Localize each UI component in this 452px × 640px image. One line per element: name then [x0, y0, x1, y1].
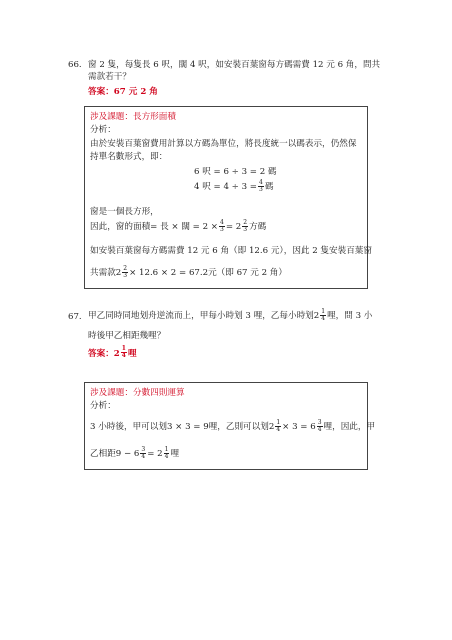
q67-text-line1: 甲乙同時同地划舟逆流而上，甲每小時划 3 哩，乙每小時划2 1 4 哩，問 3 小 — [88, 308, 373, 322]
q66-p4-fraction1: $\frac{4}{3}$ — [220, 219, 224, 233]
q67-p1-fraction1: $\frac{1}{4}$ — [276, 419, 281, 433]
q66-analysis-p5: 如安裝百葉窗每方碼需費 12 元 6 角（即 12.6 元），因此 2 隻安裝百葉窗 — [90, 246, 372, 256]
q66-number: 66. — [68, 60, 82, 70]
q66-topic: 涉及課題：長方形面積 — [90, 112, 176, 122]
q66-eq1: 6 呎 = 6 ÷ 3 = 2 碼 — [194, 167, 277, 177]
q66-eq2-left: 4 呎 = 4 ÷ 3 = — [194, 181, 257, 192]
q66-p6-fraction: $\frac{2}{3}$ — [123, 265, 128, 279]
q66-p4-fraction2: 2 3 — [243, 219, 248, 233]
q66-analysis-box — [84, 106, 368, 289]
q67-answer: 答案：2 1 4 哩 — [88, 345, 137, 359]
q66-text-line2: 需款若干？ — [88, 72, 131, 82]
q67-analysis-p1: 3 小時後，甲可以划3 × 3 = 9哩，乙則可以划2 $\frac{1}{4}$ × 3 = 6 3 4 哩，因此，甲 — [90, 419, 376, 433]
q67-p1-fraction2: 3 4 — [317, 419, 322, 433]
q67-analysis-p2: 乙相距9 − 6 $\frac{3}{4}$ = 2 1 4 哩 — [90, 446, 180, 460]
q66-analysis-p6: 共需款2 $\frac{2}{3}$ × 12.6 × 2 = 67.2元（即 67 元 2 角） — [90, 265, 287, 279]
q67-text-fraction: 1 4 — [321, 308, 326, 322]
q66-text-line1: 窗 2 隻，每隻長 6 呎，闊 4 呎，如安裝百葉窗每方碼需費 12 元 6 角，問共 — [88, 60, 381, 70]
q66-analysis-p1: 由於安裝百葉窗費用計算以方碼為單位，將長度統一以碼表示，仍然保 — [90, 139, 357, 149]
q66-analysis-p3: 窗是一個長方形， — [90, 207, 159, 217]
q67-answer-fraction: 1 4 — [121, 345, 126, 359]
q67-topic: 涉及課題：分數四則運算 — [90, 388, 185, 398]
q66-analysis-p2: 持單名數形式，即： — [90, 152, 168, 162]
q66-eq2 — [194, 180, 273, 193]
q67-analysis-label: 分析： — [90, 401, 116, 411]
q66-eq2-fraction: $\frac{4}{3}$ — [259, 179, 263, 193]
q66-analysis-p4: 因此，窗的面積= 長 × 闊 = 2 × $\frac{4}{3}$ = 2 2 3 方碼 — [90, 219, 267, 233]
q66-answer: 答案：67 元 2 角 — [88, 87, 158, 97]
q67-number: 67. — [68, 312, 82, 322]
q66-analysis-label: 分析： — [90, 125, 116, 135]
q66-eq2-unit: 碼 — [264, 181, 274, 192]
q67-p2-fraction1: $\frac{3}{4}$ — [141, 446, 146, 460]
q67-text-line2: 時後甲乙相距幾哩？ — [88, 331, 166, 341]
q67-p2-fraction2: 1 4 — [164, 446, 169, 460]
